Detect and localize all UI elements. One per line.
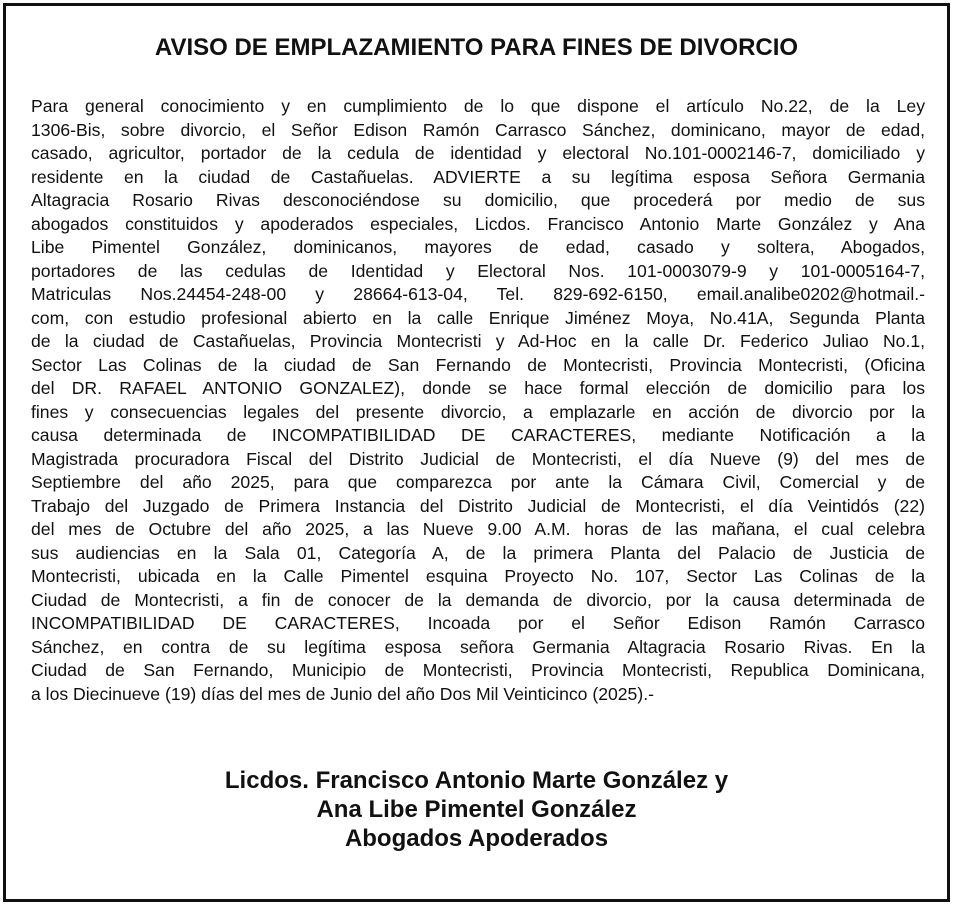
body-line: casado, agricultor, portador de la cedula de identidad y electoral No.101-0002146-7, domiciliado y — [31, 143, 925, 163]
notice-frame — [3, 3, 950, 902]
body-line: INCOMPATIBILIDAD DE CARACTERES, Incoada por el Señor Edison Ramón Carrasco — [31, 613, 925, 633]
body-line: Magistrada procuradora Fiscal del Distrito Judicial de Montecristi, el día Nueve (9) del mes de — [31, 448, 925, 469]
body-line: sus audiencias en la Sala 01, Categoría A, de la primera Planta del Palacio de Justicia de — [31, 542, 925, 563]
body-line: Libe Pimentel González, dominicanos, mayores de edad, casado y soltera, Abogados, — [31, 237, 925, 257]
body-line: Ciudad de San Fernando, Municipio de Montecristi, Provincia Montecristi, Republica Dominicana, — [31, 660, 925, 680]
body-line: com, con estudio profesional abierto en la calle Enrique Jiménez Moya, No.41A, Segunda Planta — [31, 307, 925, 328]
body-line: 1306-Bis, sobre divorcio, el Señor Edison Ramón Carrasco Sánchez, dominicano, mayor de edad, — [31, 119, 925, 140]
body-line: Sánchez, en contra de su legítima esposa señora Germania Altagracia Rosario Rivas. En la — [31, 636, 925, 657]
body-line: Ciudad de Montecristi, a fin de conocer de la demanda de divorcio, por la causa determinada de — [31, 589, 925, 610]
notice-title: AVISO DE EMPLAZAMIENTO PARA FINES DE DIVORCIO — [154, 34, 799, 61]
notice-body — [31, 95, 925, 706]
body-line: Trabajo del Juzgado de Primera Instancia del Distrito Judicial de Montecristi, el día Veintidós (22) — [31, 495, 925, 516]
signature-names-line-2: Ana Libe Pimentel González — [316, 796, 637, 823]
body-line: fines y consecuencias legales del presente divorcio, a emplazarle en acción de divorcio por la — [31, 401, 925, 422]
body-line: del DR. RAFAEL ANTONIO GONZALEZ), donde se hace formal elección de domicilio para los — [31, 378, 925, 398]
body-line: causa determinada de INCOMPATIBILIDAD DE CARACTERES, mediante Notificación a la — [31, 425, 925, 445]
body-line: portadores de las cedulas de Identidad y Electoral Nos. 101-0003079-9 y 101-0005164-7, — [31, 260, 925, 281]
body-line: del mes de Octubre del año 2025, a las Nueve 9.00 A.M. horas de las mañana, el cual celebra — [31, 519, 925, 539]
signature-block — [6, 766, 947, 853]
signature-role: Abogados Apoderados — [344, 825, 609, 852]
body-line: residente en la ciudad de Castañuelas. ADVIERTE a su legítima esposa Señora Germania — [31, 166, 925, 187]
body-line: Altagracia Rosario Rivas desconociéndose su domicilio, que procederá por medio de sus — [31, 190, 925, 210]
body-line: Montecristi, ubicada en la Calle Pimentel esquina Proyecto No. 107, Sector Las Colinas de la — [31, 566, 925, 586]
body-line: Septiembre del año 2025, para que comparezca por ante la Cámara Civil, Comercial y de — [31, 472, 925, 492]
body-line: de la ciudad de Castañuelas, Provincia Montecristi y Ad-Hoc en la calle Dr. Federico Juliao No.1, — [31, 331, 925, 351]
signature-names-line-1: Licdos. Francisco Antonio Marte González y — [224, 767, 729, 794]
body-line: Matriculas Nos.24454-248-00 y 28664-613-04, Tel. 829-692-6150, email.analibe0202@hotmail.- — [31, 284, 925, 304]
body-line: Para general conocimiento y en cumplimiento de lo que dispone el artículo No.22, de la Ley — [31, 96, 925, 116]
body-line: abogados constituidos y apoderados especiales, Licdos. Francisco Antonio Marte González y Ana — [31, 213, 925, 234]
body-line: a los Diecinueve (19) días del mes de Junio del año Dos Mil Veinticinco (2025).- — [31, 683, 654, 704]
body-line: Sector Las Colinas de la ciudad de San Fernando de Montecristi, Provincia Montecristi, (Oficina — [31, 354, 925, 375]
